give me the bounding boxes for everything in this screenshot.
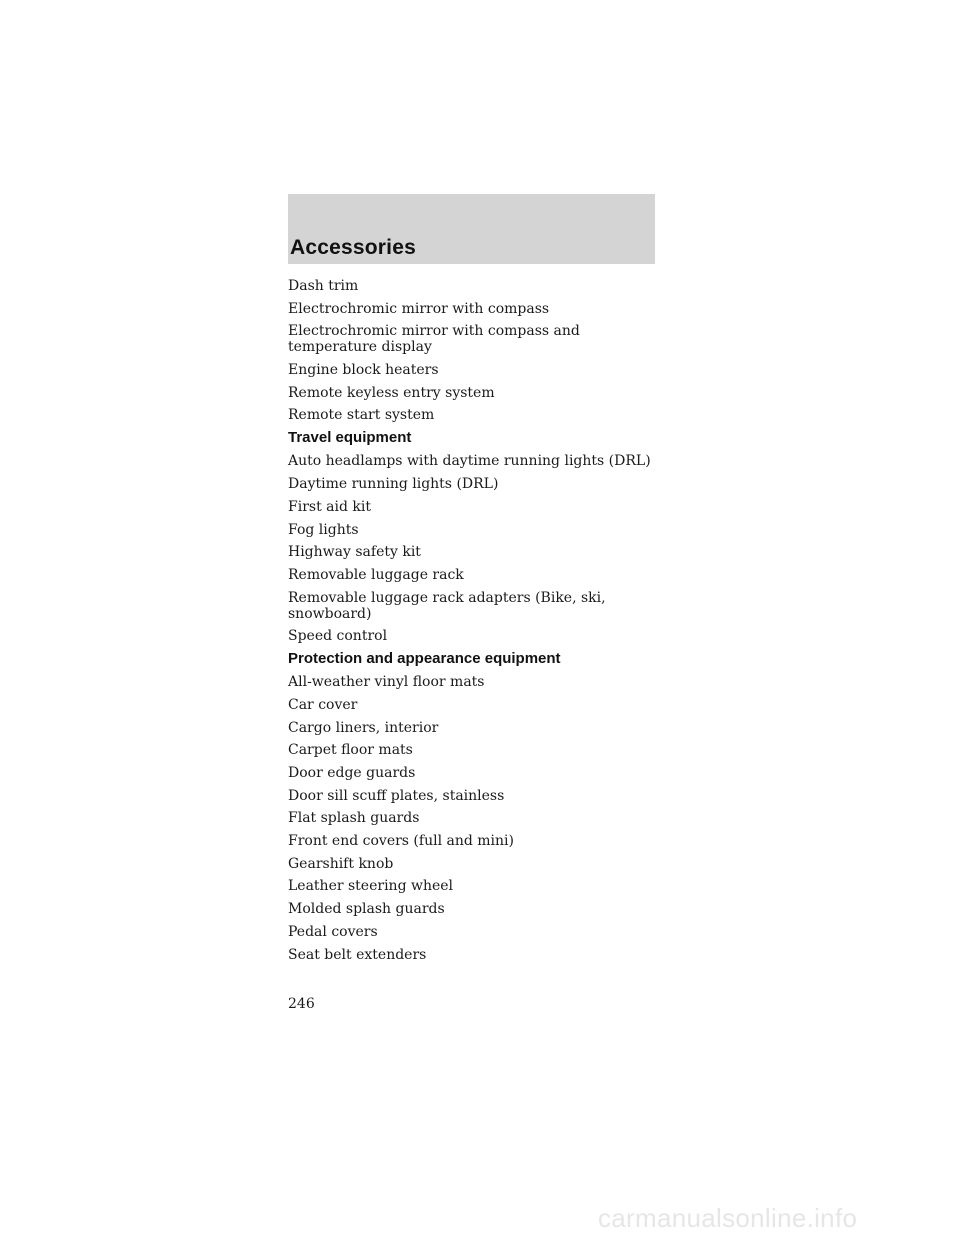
list-item: Removable luggage rack (288, 566, 464, 583)
list-item: All-weather vinyl floor mats (288, 674, 485, 691)
list-item: Carpet floor mats (288, 742, 413, 759)
list-item: Seat belt extenders (288, 946, 427, 963)
list-item: Removable luggage rack adapters (Bike, ski, snowboard) (288, 589, 606, 622)
section-header-band (288, 194, 655, 264)
list-item: Pedal covers (288, 923, 378, 940)
list-item: Daytime running lights (DRL) (288, 476, 499, 493)
section-subheading: Protection and appearance equipment (288, 650, 561, 668)
list-item: Speed control (288, 628, 388, 645)
list-item: Electrochromic mirror with compass (288, 300, 550, 317)
section-title: Accessories (290, 236, 416, 259)
section-subheading: Travel equipment (288, 429, 412, 447)
list-item: Leather steering wheel (288, 878, 454, 895)
list-item: Door sill scuff plates, stainless (288, 787, 505, 804)
list-item: Remote keyless entry system (288, 384, 495, 401)
list-item: Fog lights (288, 521, 359, 538)
list-item: Front end covers (full and mini) (288, 833, 514, 850)
list-item: Auto headlamps with daytime running lights (DRL) (288, 453, 651, 470)
list-item: Highway safety kit (288, 544, 421, 561)
list-item: Molded splash guards (288, 901, 445, 918)
list-item: Dash trim (288, 278, 359, 294)
list-item: Flat splash guards (288, 810, 420, 827)
watermark: carmanualsonline.info (598, 1203, 858, 1233)
list-item: Remote start system (288, 407, 435, 424)
list-item: Door edge guards (288, 765, 416, 781)
page-number: 246 (288, 996, 315, 1012)
list-item: Cargo liners, interior (288, 719, 439, 736)
list-item: Car cover (288, 696, 358, 713)
accessories-list (288, 278, 668, 969)
list-item: Gearshift knob (288, 855, 394, 872)
list-item: Engine block heaters (288, 362, 439, 379)
list-item: First aid kit (288, 498, 371, 515)
list-item: Electrochromic mirror with compass and temperature display (288, 323, 580, 356)
